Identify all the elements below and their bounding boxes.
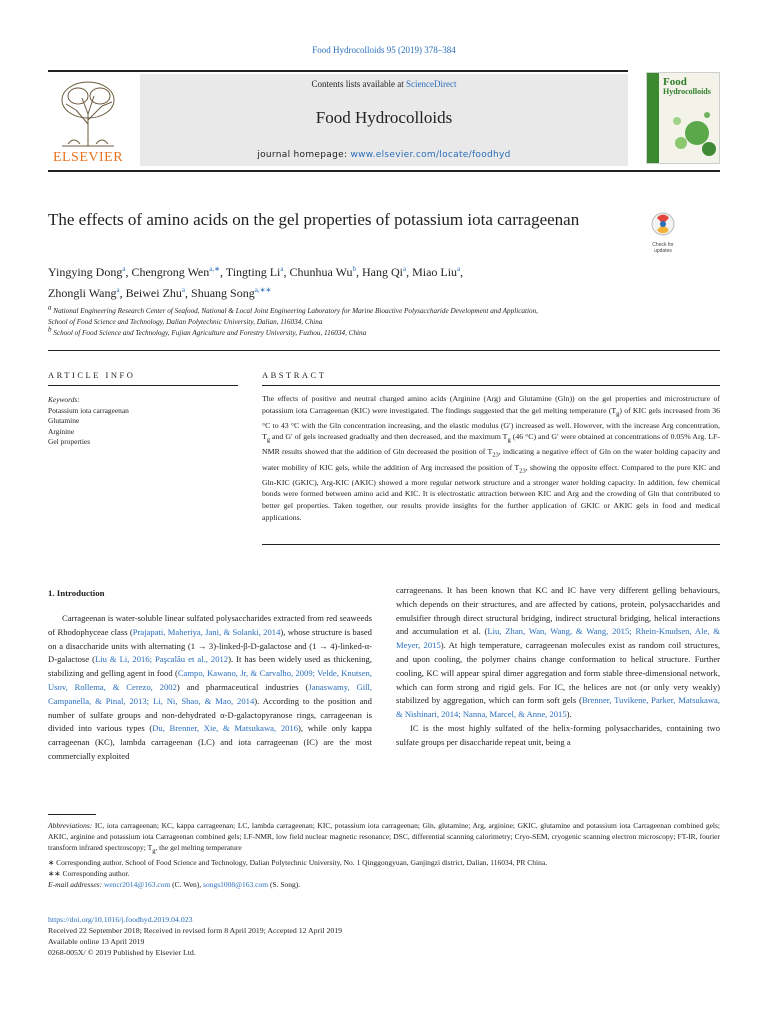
intro-paragraph: carrageenans. It has been known that KC and IC have very different gelling behaviours, which depends on their structures, and are affected by cations, protein, polysaccharides and emulsifier through direct structural bridging, indirect structural bridging, helical interactions and accumulation et al. (Liu, Zhan, Wan, Wang, & Wang, 2015; Rhein-Knudsen, Ale, & Meyer, 2015). At high temperature, carrageenan molecules exist as random coil structures, and upon cooling, the polymer chains change conformation to helical structure. Further cooling, KC will appear spiral dimer aggregation and form stable three-dimensional network, which can form strong and rigid gels. For IC, the helices are not (or only very weakly) stabilized by aggregation, which can form soft gels (Brenner, Tuvikene, Parker, Matsukawa, & Nishinari, 2014; Nanna, Marcel, & Anne, 2015). [396, 585, 720, 720]
author: Chengrong Wen$^{a,∗}$ [131, 265, 220, 279]
keyword: Potassium iota carrageenan [48, 405, 129, 415]
corresponding-author-2: ∗∗ Corresponding author. [48, 868, 130, 878]
homepage-prefix: journal homepage: [257, 150, 351, 160]
intro-left-column [48, 612, 372, 764]
citation-link[interactable]: Du, Brenner, Xie, & Matsukawa, 2016 [152, 723, 299, 734]
citation-link[interactable]: Prajapati, Maheriya, Jani, & Solanki, 2014 [132, 626, 281, 637]
keywords-block [48, 395, 238, 448]
introduction-heading: 1. Introduction [48, 588, 105, 598]
sciencedirect-link[interactable]: ScienceDirect [406, 79, 457, 89]
abstract-rule [262, 385, 720, 386]
affil-a-line1: National Engineering Research Center of Seafood, National & Local Joint Engineering Laboratory for Marine Bioactive Polysaccharide Development and Application, [53, 307, 538, 315]
header-top-rule [48, 70, 628, 72]
citation-link[interactable]: Janaswamy, Gill, Campanella, & Pinal, 2013; Li, Ni, Shao, & Mao, 2014 [48, 681, 373, 706]
homepage-link[interactable]: www.elsevier.com/locate/foodhyd [350, 150, 511, 160]
abstract-text: The effects of positive and neutral charged amino acids (Arginine (Arg) and Glutamine (Gln)) on the gel properties and microstructure of potassium iota Carrageenan (KIC) were investigated. The findings suggested that the gel melting temperature $(T_g)$ of KIC gels increased from 36 °C to 43 °C with the Gln concentration increasing, and the elastic modulus (G′) increased as well. However, with the increase Arg concentration, $T_g$ and G′ of gels increased gradually and then decreased, and the maximum $T_g$ (46 °C) and G′ were obtained at concentrations of 0.05% Arg. LF-NMR results showed that the addition of Gln decreased the position of $T_{23}$, indicating a negative effect of Gln on the water holding capacity and water mobility of KIC gels, while the addition of Arg increased the position of $T_{23}$, showing the opposite effect. Compared to the pure KIC and Gln-KIC (GKIC), Arg-KIC (AKIC) showed a more regular network structure and a stronger water holding capacity. In addition, few chemical bonds were formed between amino acid and KIC. It is electrostatic attraction between KIC and Arg and the crowding of Gln that contributed to better gel properties. Taken together, our results provide insights for the further application of GKIC or AKIC gels in food and medical applications. [262, 394, 721, 522]
keyword: Glutamine [48, 416, 80, 426]
citation-link[interactable]: Liu & Li, 2016; Paşcalău et al., 2012 [94, 654, 229, 665]
author: Hang Qi$^a$ [361, 265, 407, 279]
author: Shuang Song$^{a,∗∗}$ [191, 286, 272, 300]
cover-bubbles-image [661, 103, 719, 163]
email-link[interactable]: wencr2014@163.com [103, 879, 171, 889]
contents-line [140, 79, 628, 89]
cover-title [663, 77, 711, 97]
cover-band [647, 73, 659, 163]
article-title: The effects of amino acids on the gel properties of potassium iota carrageenan [48, 210, 580, 229]
journal-name: Food Hydrocolloids [315, 108, 453, 127]
abbreviations-footnote: Abbreviations: IC, iota carrageenan; KC, kappa carrageenan; LC, lambda carrageenan; KIC, potassium iota carrageenan; Gln, glutamine; Arg, arginine; GKIC, glutamine and potassium iota Carrageenan combined gels; AKIC, arginine and potassium iota Carrageenan combined gels; LF-NMR, low field nuclear magnetic resonance; DSC, differential scanning calorimetry; Cryo-SEM, cryogenic scanning electron microscopy; FT-IR, fourier transform infrared spectroscopy; $T_g$, the gel melting temperature [48, 821, 720, 855]
received-dates: Received 22 September 2018; Received in revised form 8 April 2019; Accepted 12 April 2019 [48, 926, 343, 935]
journal-reference[interactable]: Food Hydrocolloids 95 (2019) 378–384 [312, 45, 456, 55]
keyword: Arginine [48, 426, 75, 436]
contents-prefix: Contents lists available at [311, 79, 406, 89]
intro-paragraph: Carrageenan is water-soluble linear sulfated polysaccharides extracted from red seaweeds of Rhodophyceae class (Prajapati, Maheriya, Jani, & Solanki, 2014), whose structure is based on a disaccharide units with alternating (1 → 3)-linked-β-D-galactose and (1 → 4)-linked-α-D-galactose (Liu & Li, 2016; Paşcalău et al., 2012). It has been widely used as thickening, stabilizing and gelling agent in food (Campo, Kawano, Jr, & Carvalho, 2009; Velde, Knutsen, Usov, Rollema, & Cerezo, 2002) and pharmaceutical industries (Janaswamy, Gill, Campanella, & Pinal, 2013; Li, Ni, Shao, & Mao, 2014). According to the position and number of sulfate groups and non-dehydrated α-D-galactopyranose rings, carrageenan is divided into various types (Du, Brenner, Xie, & Matsukawa, 2016), while only kappa carrageenan (KC), lambda carrageenan (LC) and iota carrageenan (IC) are the most commercially exploited [48, 613, 373, 761]
footnotes [48, 820, 720, 890]
affil-a-mark: a [48, 303, 52, 312]
citation-link[interactable]: Campo, Kawano, Jr, & Carvalho, 2009; Velde, Knutsen, Usov, Rollema, & Cerezo, 2002 [48, 668, 372, 692]
homepage-line [140, 150, 628, 160]
author: Miao Liu$^a$ [412, 265, 461, 279]
affil-a-line2: School of Food Science and Technology, Dalian Polytechnic University, Dalian, 116034, China [48, 318, 323, 326]
email-link[interactable]: songs1008@163.com [203, 879, 269, 889]
keywords-label: Keywords: [48, 395, 80, 404]
intro-paragraph: IC is the most highly sulfated of the helix-forming polysaccharides, containing two sulfate groups per disaccharide repeat unit, being a [396, 722, 720, 747]
email-addresses: E-mail addresses: wencr2014@163.com (C. Wen), songs1008@163.com (S. Song). [48, 879, 301, 889]
keyword: Gel properties [48, 437, 91, 447]
author: Chunhua Wu$^b$ [289, 265, 356, 279]
affiliations [48, 303, 720, 339]
check-updates-icon [645, 211, 681, 237]
author-list: Yingying Dong$^a$, Chengrong Wen$^{a,∗}$, Tingting Li$^a$, Chunhua Wu$^b$, Hang Qi$^a$, Miao Liu$^a$, Zhongli Wang$^a$, Beiwei Zhu$^a$, Shuang Song$^{a,∗∗}$ [48, 265, 464, 300]
corresponding-author-1: ∗ Corresponding author. School of Food Science and Technology, Dalian Polytechnic University, No. 1 Qinggongyuan, Ganjingzi district, Dalian, 116034, PR China. [48, 857, 548, 867]
check-badge-line2: updates [654, 248, 672, 254]
affiliation-rule [48, 350, 720, 351]
journal-cover [646, 72, 720, 164]
footnote-rule [48, 814, 96, 815]
article-info-rule [48, 385, 238, 386]
copyright: 0268-005X/ © 2019 Published by Elsevier Ltd. [48, 948, 196, 957]
author: Tingting Li$^a$ [225, 265, 284, 279]
header-bottom-rule [48, 170, 720, 172]
available-online: Available online 13 April 2019 [48, 937, 145, 946]
check-badge-line1: Check for [652, 242, 674, 248]
author: Yingying Dong$^a$ [48, 265, 126, 279]
abstract-heading: ABSTRACT [262, 370, 327, 380]
affil-b-mark: b [48, 325, 52, 334]
citation-link[interactable]: Brenner, Tuvikene, Parker, Matsukawa, & Nishinari, 2014; Nanna, Marcel, & Anne, 2015 [396, 695, 720, 720]
cover-word-food: Food [663, 76, 687, 88]
article-info-heading: ARTICLE INFO [48, 370, 136, 380]
author: Zhongli Wang$^a$ [48, 286, 120, 300]
publisher-name: ELSEVIER [52, 150, 124, 165]
affil-b-line: School of Food Science and Technology, Fujian Agriculture and Forestry University, Fuzhou, 116034, China [53, 329, 367, 337]
intro-right-column [396, 584, 720, 750]
citation-link[interactable]: Liu, Zhan, Wan, Wang, & Wang, 2015; Rhein-Knudsen, Ale, & Meyer, 2015 [396, 626, 720, 651]
doi-link[interactable]: https://doi.org/10.1016/j.foodhyd.2019.04.023 [48, 915, 193, 924]
publication-info [48, 914, 448, 958]
cover-word-hydrocolloids: Hydrocolloids [663, 87, 711, 96]
author: Beiwei Zhu$^a$ [125, 286, 186, 300]
check-for-updates-badge[interactable] [645, 211, 681, 254]
abstract-bottom-rule [262, 544, 720, 545]
